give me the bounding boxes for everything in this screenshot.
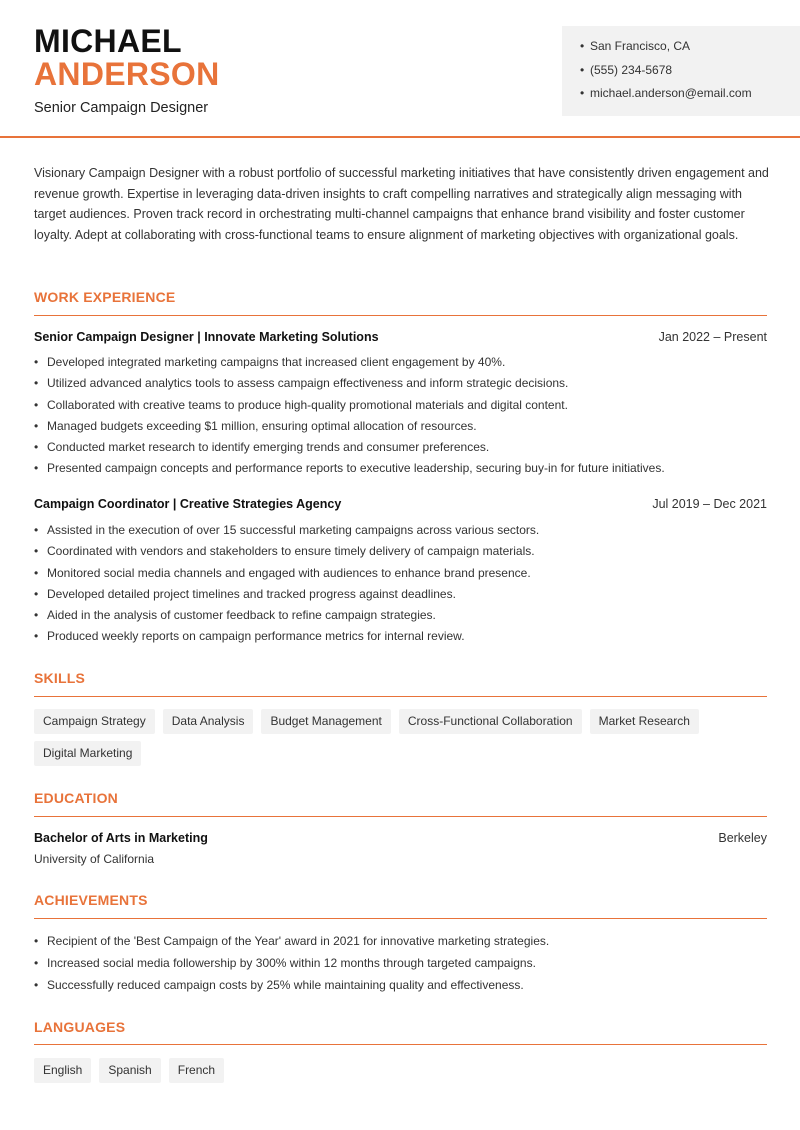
job-bullets [34, 352, 770, 480]
first-name: MICHAEL [34, 23, 182, 59]
contact-location-text: San Francisco, CA [590, 39, 691, 53]
bullet-icon: • [34, 629, 39, 644]
section-divider [34, 918, 767, 919]
section-title-languages: LANGUAGES [34, 1019, 126, 1035]
job-header [34, 330, 767, 344]
skill-tag: Campaign Strategy [34, 709, 155, 734]
list-item [34, 605, 770, 626]
last-name: ANDERSON [34, 56, 220, 92]
list-item-text: Conducted market research to identify emerging trends and consumer preferences. [47, 440, 490, 455]
list-item [34, 458, 770, 479]
bullet-icon: • [34, 956, 39, 970]
list-item [34, 584, 770, 605]
bullet-icon: • [34, 544, 39, 559]
education-degree: Bachelor of Arts in Marketing [34, 831, 208, 845]
list-item-text: Increased social media followership by 300% within 12 months through targeted campaigns. [47, 956, 536, 970]
list-item-text: Recipient of the 'Best Campaign of the Year' award in 2021 for innovative marketing strategies. [47, 934, 550, 948]
contact-location [580, 38, 800, 62]
summary-paragraph: Visionary Campaign Designer with a robust portfolio of successful marketing initiatives that have consistently driven engagement and revenue growth. Expertise in leveraging data-driven insights to craft compelling narratives and strategically align messaging with target audiences. Proven track record in orchestrating multi-channel campaigns that enhance brand visibility and foster customer loyalty. Adept at collaborating with cross-functional teams to ensure alignment of marketing objectives with organizational goals. [34, 166, 769, 242]
bullet-icon: • [34, 608, 39, 623]
list-item-text: Developed detailed project timelines and tracked progress against deadlines. [47, 586, 456, 601]
list-item [34, 416, 770, 437]
list-item [34, 373, 770, 394]
job-role: Campaign Coordinator | Creative Strategies Agency [34, 497, 342, 511]
list-item-text: Assisted in the execution of over 15 successful marketing campaigns across various sectors. [47, 523, 540, 537]
section-divider [34, 696, 767, 697]
list-item-text: Coordinated with vendors and stakeholders to ensure timely delivery of campaign materials. [47, 544, 535, 559]
list-item-text: Utilized advanced analytics tools to assess campaign effectiveness and inform strategic decisions. [47, 376, 569, 391]
contact-box [562, 26, 800, 116]
achievements-list [34, 930, 770, 996]
list-item [34, 520, 770, 541]
skill-tag: Digital Marketing [34, 741, 141, 766]
section-divider [34, 816, 767, 817]
list-item [34, 626, 770, 647]
bullet-icon: • [34, 978, 39, 992]
list-item-text: Developed integrated marketing campaigns that increased client engagement by 40%. [47, 355, 506, 369]
list-item-text: Successfully reduced campaign costs by 25% while maintaining quality and effectiveness. [47, 978, 524, 992]
section-title-skills: SKILLS [34, 670, 85, 686]
contact-phone-text: (555) 234-5678 [590, 62, 673, 77]
job-role: Senior Campaign Designer | Innovate Marketing Solutions [34, 330, 379, 344]
bullet-icon: • [580, 39, 585, 53]
bullet-icon: • [34, 934, 39, 948]
list-item [34, 541, 770, 562]
bullet-icon: • [34, 440, 39, 455]
bullet-icon: • [34, 565, 39, 580]
list-item-text: Managed budgets exceeding $1 million, ensuring optimal allocation of resources. [47, 418, 477, 433]
education-school: University of California [34, 852, 155, 866]
bullet-icon: • [34, 397, 39, 412]
skills-list [34, 709, 774, 766]
bullet-icon: • [34, 461, 39, 476]
language-tag: Spanish [99, 1058, 160, 1083]
list-item-text: Monitored social media channels and engaged with audiences to enhance brand presence. [47, 565, 531, 580]
list-item-text: Collaborated with creative teams to produce high-quality promotional materials and digital content. [47, 397, 568, 412]
language-tag: English [34, 1058, 91, 1083]
bullet-icon: • [34, 523, 39, 537]
section-divider [34, 315, 767, 316]
bullet-icon: • [34, 376, 39, 391]
language-tag: French [169, 1058, 224, 1083]
list-item [34, 352, 770, 373]
section-title-education: EDUCATION [34, 790, 118, 806]
section-title-work: WORK EXPERIENCE [34, 289, 176, 305]
contact-email-text: michael.anderson@email.com [590, 86, 752, 100]
section-title-achievements: ACHIEVEMENTS [34, 892, 148, 908]
bullet-icon: • [34, 586, 39, 601]
list-item [34, 563, 770, 584]
list-item-text: Presented campaign concepts and performance reports to executive leadership, securing buy-in for future initiatives. [47, 461, 665, 476]
job-dates: Jan 2022 – Present [658, 330, 767, 344]
contact-email [580, 85, 800, 109]
skill-tag: Data Analysis [163, 709, 254, 734]
contact-phone [580, 62, 800, 86]
languages-list [34, 1058, 774, 1083]
bullet-icon: • [580, 62, 585, 77]
list-item [34, 974, 770, 996]
bullet-icon: • [580, 86, 585, 100]
skill-tag: Cross-Functional Collaboration [399, 709, 582, 734]
job-title: Senior Campaign Designer [34, 100, 209, 116]
job-bullets [34, 520, 770, 648]
list-item-text: Aided in the analysis of customer feedback to refine campaign strategies. [47, 608, 436, 623]
job-header [34, 497, 767, 511]
section-divider [34, 1044, 767, 1045]
resume-header [0, 0, 800, 138]
education-header [34, 831, 767, 845]
skill-tag: Budget Management [261, 709, 390, 734]
education-location: Berkeley [718, 831, 767, 845]
list-item [34, 395, 770, 416]
list-item [34, 930, 770, 952]
list-item [34, 437, 770, 458]
list-item-text: Produced weekly reports on campaign performance metrics for internal review. [47, 629, 465, 644]
list-item [34, 952, 770, 974]
bullet-icon: • [34, 355, 39, 369]
job-dates: Jul 2019 – Dec 2021 [652, 497, 767, 511]
skill-tag: Market Research [590, 709, 699, 734]
bullet-icon: • [34, 418, 39, 433]
